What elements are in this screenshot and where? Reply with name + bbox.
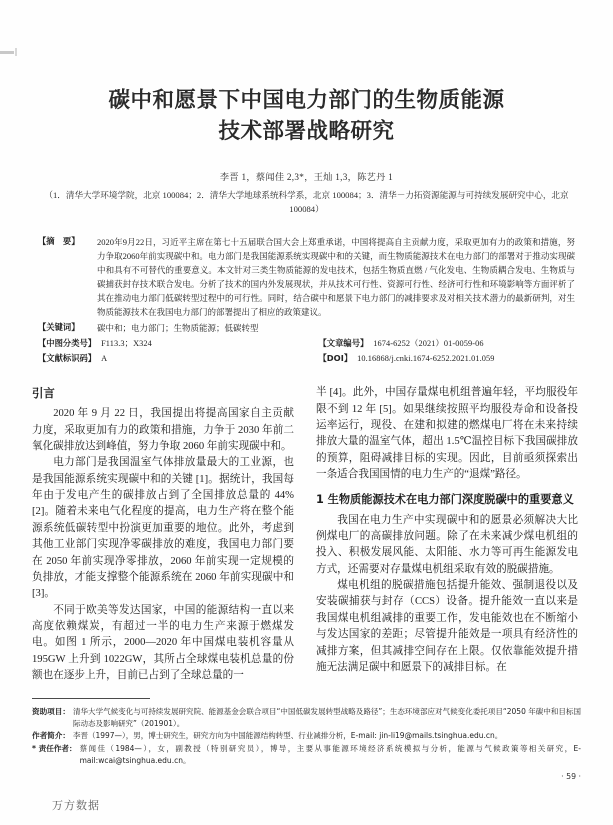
keywords-text: 碳中和；电力部门；生物质能源；低碳转型 [97, 322, 259, 333]
identifier-grid [38, 336, 575, 367]
paragraph: 我国在电力生产中实现碳中和的愿景必须解决大比例煤电厂的高碳排放问题。除了在未来减少煤电机组的投入、积极发展风能、太阳能、水力等可再生能源发电方式，还需要对存量煤电机组采取有效的脱碳措施。 [316, 514, 578, 575]
article-title-line-1: 碳中和愿景下中国电力部门的生物质能源 [108, 88, 505, 113]
section-1-heading: 1 生物质能源技术在电力部门深度脱碳中的重要意义 [316, 493, 574, 507]
footnote-area [32, 698, 581, 767]
author-affiliations: （1．清华大学环境学院，北京 100084；2．清华大学地球系统科学系，北京 100084；3．清华－力拓资源能源与可持续发展研究中心，北京 100084） [44, 190, 569, 214]
footnote-label: 资助项目： [32, 707, 70, 716]
footnote-funding [32, 706, 581, 730]
footnote-text: 清华大学气候变化与可持续发展研究院、能源基金会联合项目“中国低碳发展转型战略及路径”；生态环境部应对气候变化委托项目“2050 年碳中和目标国际动态及影响研究”（201901）。 [72, 707, 581, 729]
abstract-row [38, 235, 575, 320]
article-title-line-2: 技术部署战略研究 [218, 118, 395, 144]
footnote-label: * 责任作者： [32, 743, 77, 753]
paragraph: 煤电机组的脱碳措施包括提升能效、强制退役以及安装碳捕获与封存（CCS）设备。提升能效一直以来是我国煤电机组减排的重要工作，发电能效也在不断缩小与发达国家的差距；尽管提升能效是一项具有经济性的减排方案，但其减排空间存在上限。仅依靠能效提升措施无法满足碳中和愿景下的减排目标。在 [316, 580, 578, 673]
keywords-label: 【关键词】 [38, 321, 80, 332]
document-code-value: A [101, 353, 108, 363]
abstract-and-metadata [38, 235, 575, 366]
doi-row [319, 351, 576, 366]
introduction-heading: 引言 [32, 386, 55, 401]
paragraph: 不同于欧美等发达国家，中国的能源结构一直以来高度依赖煤炭，有超过一半的电力生产来源于燃煤发电。如图 1 所示，2000—2020 年中国煤电装机容量从 195GW 上升到 1022GW，其所占全球煤电装机总量的份额也在逐步上升，目前已占到了全球总量的一 [32, 604, 294, 682]
clc-label: 【中图分类号】 [38, 337, 97, 348]
article-number-label: 【文章编号】 [318, 337, 369, 348]
abstract-text: 2020年9月22日，习近平主席在第七十五届联合国大会上郑重承诺，中国将提高自主贡献力度，采取更加有力的政策和措施，努力争取2060年前实现碳中和。电力部门是我国能源系统实现碳中和的关键，而生物质能源技术在电力部门的部署对于推动实现碳中和具有不可替代的重要意义。本文针对三类生物质能源的发电技术，包括生物质直燃 / 气化发电、生物质耦合发电、生物质与碳捕获封存技术联合发电。分析了技术的国内外发展现状，并从技术可行性、资源可行性、经济可行性和环境影响等方面评析了其在推动电力部门低碳转型过程中的可行性。同时，结合碳中和愿景下电力部门的减排要求及对相关技术潜力的最新研判，对生物质能源技术在我国电力部门的部署提出了相应的政策建议。 [97, 236, 575, 318]
wanfang-watermark: 万方数据 [52, 799, 100, 812]
page-edge-artifact [0, 51, 14, 54]
page-number: · 59 · [561, 772, 581, 781]
clc-value: F113.3；X324 [101, 338, 152, 348]
paragraph: 电力部门是我国温室气体排放量最大的工业源，也是我国能源系统实现碳中和的关键 [1]。据统计，我国每年由于发电产生的碳排放占到了全国排放总量的 44%[2]。随着未来电气化程度的提高，电力生产将在整个能源系统低碳转型中扮演更加重要的地位。此外，考虑到其他工业部门实现净零碳排放的难度，我国电力部门要在 2050 年前实现净零排放，2060 年前实现一定规模的负排放，才能支撑整个能源系统在 2060 年前实现碳中和 [3]。 [32, 457, 294, 600]
footnote-label: 作者简介： [32, 731, 70, 741]
footnote-corresponding-author [32, 743, 581, 767]
doi-value: 10.16868/j.cnki.1674-6252.2021.01.059 [357, 353, 495, 363]
author-list: 李晋 1，蔡闻佳 2,3*，王灿 1,3，陈艺丹 1 [219, 172, 394, 183]
article-number-row [319, 336, 576, 351]
article-number-value: 1674-6252（2021）01-0059-06 [373, 338, 484, 348]
identifier-column-left [38, 336, 307, 367]
page-edge-artifact-secondary [15, 48, 17, 56]
clc-row [38, 336, 307, 351]
footnote-text: 蔡闻佳（1984—），女，副教授（特别研究员），博导，主要从事能源环境经济系统模拟与分析，能源与气候政策等相关研究，E-mail:wcai@tsinghua.edu.cn。 [79, 743, 581, 765]
title-block [0, 86, 613, 147]
identifier-column-right [307, 336, 576, 367]
document-code-row [38, 351, 307, 366]
body-column-left [32, 385, 294, 684]
page-title [66, 86, 547, 147]
paragraph-continuation: 半 [4]。此外，中国存量煤电机组普遍年轻，平均服役年限不到 12 年 [5]。如果继续按照平均服役寿命和设备投运率运行，现役、在建和拟建的燃煤电厂将在未来持续排放大量的温室气体，超出 1.5℃温控目标下我国碳排放的预算，阻碍减排目标的实现。因此，目前亟须探索出一条适合我国国情的电力生产的“退煤”路径。 [316, 387, 578, 480]
keywords-row [38, 321, 575, 335]
footnote-text: 李晋（1997—），男，博士研究生，研究方向为中国能源结构转型、行业减排分析，E-mail: jin-li19@mails.tsinghua.edu.cn。 [72, 731, 503, 741]
body-column-right [316, 385, 578, 684]
doi-label: 【DOI】 [318, 352, 353, 363]
document-code-label: 【文献标识码】 [38, 352, 97, 363]
footnote-author-bio [32, 730, 581, 742]
body-columns [32, 385, 581, 684]
abstract-label: 【摘 要】 [38, 235, 80, 246]
footnote-divider [32, 698, 150, 699]
paragraph: 2020 年 9 月 22 日，我国提出将提高国家自主贡献力度，采取更加有力的政策和措施，力争于 2030 年前二氧化碳排放达到峰值，努力争取 2060 年前实现碳中和。 [32, 408, 294, 452]
